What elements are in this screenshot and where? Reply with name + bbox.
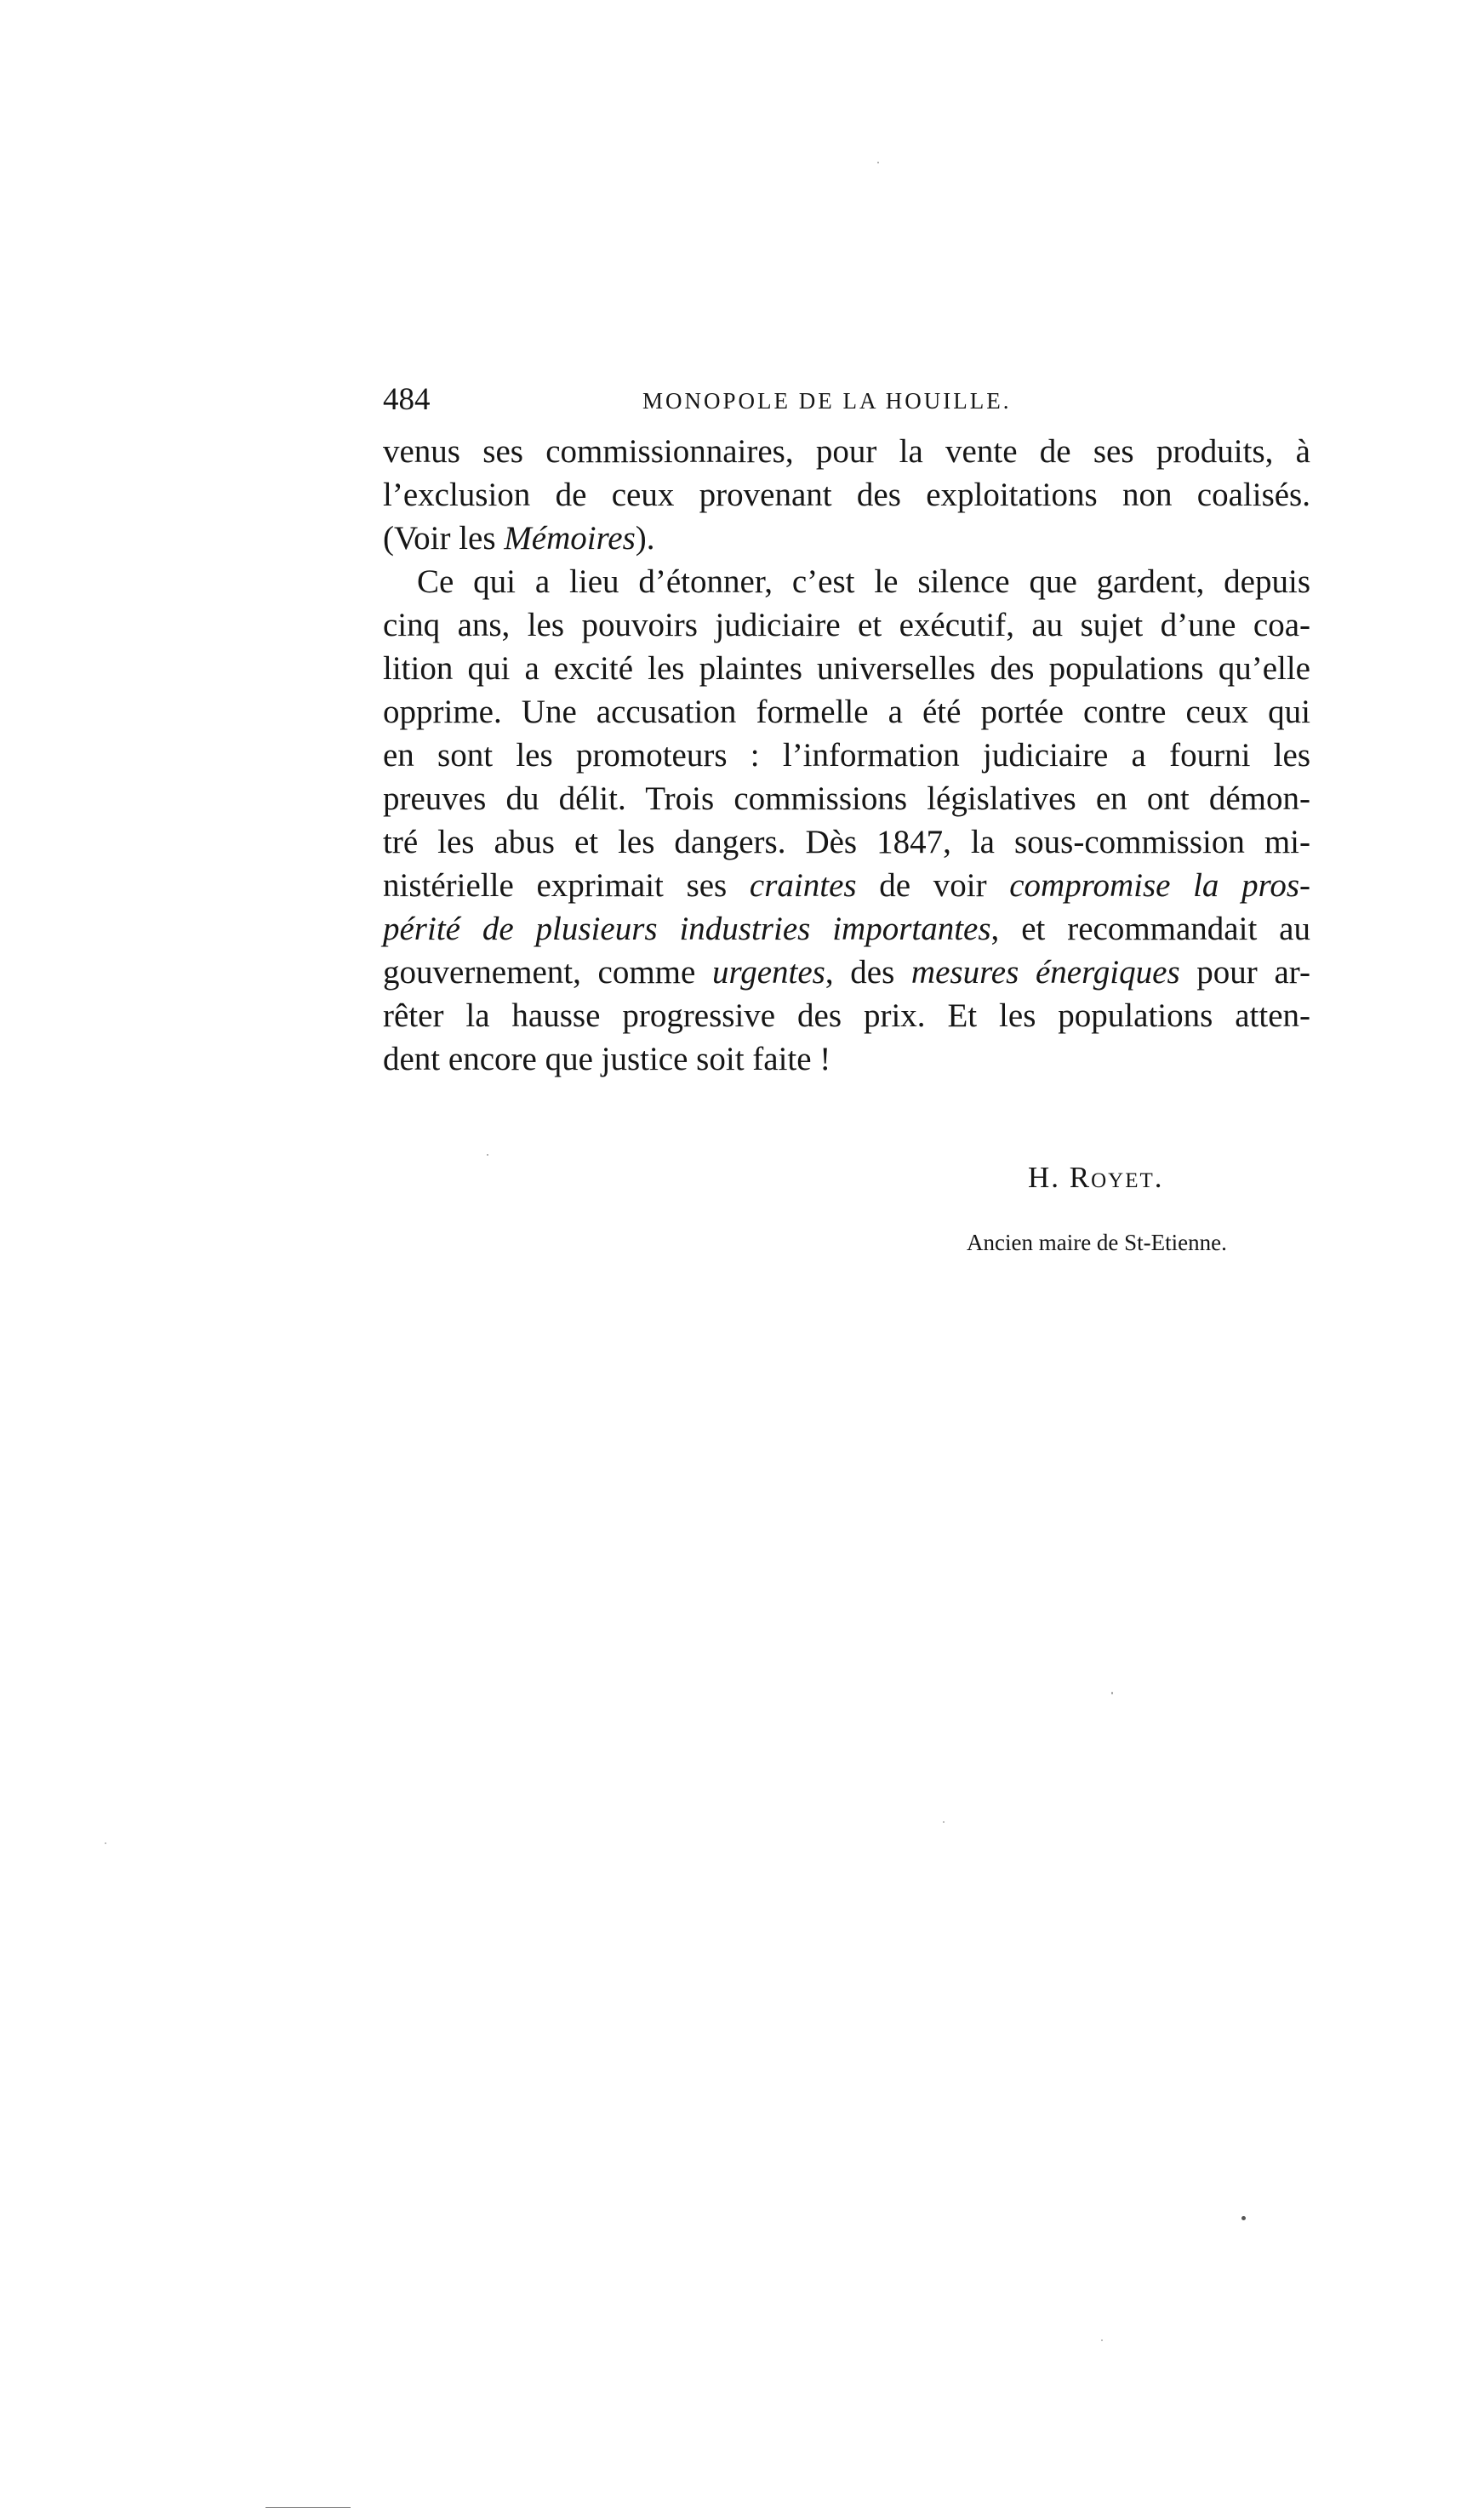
italic-title-memoires: Mémoires	[504, 520, 636, 557]
page-number: 484	[383, 382, 431, 417]
scan-speck	[877, 162, 879, 163]
scan-artifact-line	[265, 2507, 351, 2508]
body-text	[383, 430, 1310, 1081]
text-run: gouvernement, comme	[383, 954, 712, 991]
signature-initial: H.	[1028, 1161, 1070, 1194]
text-line: dent encore que justice soit faite !	[383, 1041, 831, 1077]
text-line	[383, 517, 1310, 560]
scan-speck	[1241, 2216, 1246, 2220]
text-run: , des	[825, 954, 911, 991]
text-run: (Voir les	[383, 520, 505, 557]
text-line: opprime. Une accusation formelle a été portée contre ceux qui	[383, 694, 1310, 730]
text-line: cinq ans, les pouvoirs judiciaire et exécutif, au sujet d’une coa-	[383, 607, 1310, 643]
text-line: Ce qui a lieu d’étonner, c’est le silence que gardent, depuis	[417, 563, 1310, 600]
italic-phrase: compromise la pros-	[1009, 867, 1311, 904]
text-line	[383, 907, 1310, 951]
text-line: venus ses commissionnaires, pour la vente de ses produits, à	[383, 433, 1310, 470]
italic-phrase: périté de plusieurs industries importantes	[383, 911, 991, 947]
running-head	[383, 383, 1310, 417]
italic-phrase: craintes	[749, 867, 857, 904]
text-line	[383, 951, 1310, 994]
text-run: nistérielle exprimait ses	[383, 867, 750, 904]
text-line: lition qui a excité les plaintes universelles des populations qu’elle	[383, 650, 1310, 687]
text-line: rêter la hausse progressive des prix. Et les populations atten-	[383, 997, 1310, 1034]
text-line: tré les abus et les dangers. Dès 1847, la sous-commission mi-	[383, 824, 1310, 860]
text-line: preuves du délit. Trois commissions législatives en ont démon-	[383, 780, 1310, 817]
running-title: MONOPOLE DE LA HOUILLE.	[642, 388, 1012, 414]
scan-speck	[1111, 1692, 1113, 1694]
text-line: en sont les promoteurs : l’information judiciaire a fourni les	[383, 737, 1310, 774]
italic-phrase: mesures énergiques	[910, 954, 1180, 991]
signature-period: .	[1154, 1161, 1164, 1194]
text-run: , et recommandait au	[990, 911, 1310, 947]
text-line: l’exclusion de ceux provenant des exploitations non coalisés.	[383, 477, 1310, 513]
signature-title: Ancien maire de St-Etienne.	[967, 1230, 1227, 1255]
paragraph-1	[383, 430, 1310, 560]
scan-speck	[487, 1154, 488, 1156]
text-run: ).	[635, 520, 655, 557]
signature	[1028, 1161, 1164, 1195]
text-run: de voir	[856, 867, 1010, 904]
text-run: pour ar-	[1179, 954, 1310, 991]
scan-speck	[1101, 2339, 1103, 2341]
italic-phrase: urgentes	[711, 954, 825, 991]
paragraph-2	[383, 560, 1310, 1081]
scan-speck	[105, 1842, 106, 1844]
signature-surname: Royet	[1069, 1161, 1155, 1194]
scan-speck	[943, 1821, 945, 1823]
text-line	[383, 864, 1310, 907]
